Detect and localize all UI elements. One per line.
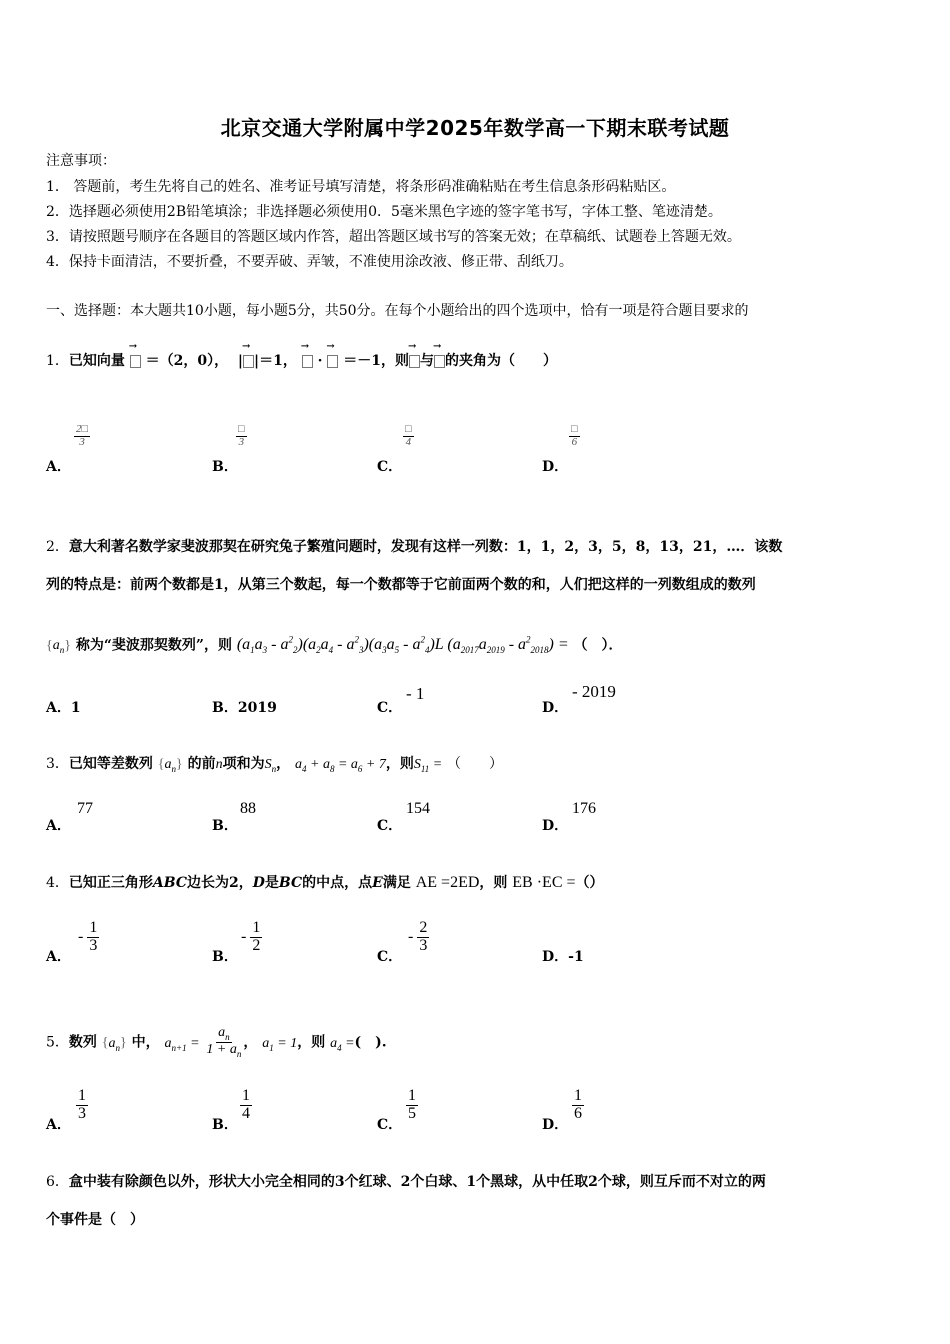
question-2-line1: 2．意大利著名数学家斐波那契在研究兔子繁殖问题时，发现有这样一列数：1，1，2，3，5，8，13，21，…．该数 <box>46 539 783 555</box>
question-2-line3: $\{a_n\}$ 称为“斐波那契数列”，则 $(a_1a_3 - a^2_2)(a_2a_4 - a^2_3)(a_3a_5 - a^2_4)L$ $(a_{2017}a_{2019} - a^2_{2018})$ = （ ）． <box>46 635 623 656</box>
q1-option-d-value: $\frac{□}{6}$ <box>571 423 578 448</box>
q1-option-b-value: $\frac{□}{3}$ <box>238 423 245 448</box>
q4-option-a[interactable]: A． <box>46 949 71 965</box>
question-6-line2: 个事件是（ ） <box>46 1212 144 1228</box>
q2-option-d-value: - 2019 <box>572 682 616 701</box>
q3-option-d[interactable]: D． <box>542 818 569 834</box>
q2-option-c[interactable]: C． <box>377 700 403 716</box>
question-4: 4．已知正三角形ABC边长为2，D是BC的中点，点E满足 AE =2ED，则 EB ·EC =（） <box>46 874 604 891</box>
section-heading: 一、选择题：本大题共10小题，每小题5分，共50分。在每个小题给出的四个选项中，恰有一项是符合题目要求的 <box>46 303 749 319</box>
notice-item: 2．选择题必须使用2B铅笔填涂；非选择题必须使用0．5毫米黑色字迹的签字笔书写，字体工整、笔迹清楚。 <box>46 204 722 220</box>
q4-option-c-value: - $\frac{2}{3}$ <box>408 919 428 954</box>
notice-item: 4．保持卡面清洁，不要折叠，不要弄破、弄皱，不准使用涂改液、修正带、刮纸刀。 <box>46 254 573 270</box>
q2-option-b[interactable]: B．2019 <box>212 700 277 716</box>
q5-option-b[interactable]: B． <box>212 1117 238 1133</box>
q3-option-b[interactable]: B． <box>212 818 238 834</box>
q4-option-b[interactable]: B． <box>212 949 238 965</box>
q2-option-c-value: - 1 <box>406 684 425 703</box>
q1-option-a-value: $\frac{2□}{3}$ <box>76 423 89 448</box>
q3-option-a[interactable]: A． <box>46 818 71 834</box>
q4-option-c[interactable]: C． <box>377 949 403 965</box>
q1-option-b[interactable]: B． <box>212 459 238 475</box>
q4-option-a-value: - $\frac{1}{3}$ <box>78 919 98 954</box>
q1-option-c-value: $\frac{□}{4}$ <box>405 423 412 448</box>
q5-option-b-value: $\frac{1}{4}$ <box>242 1087 250 1122</box>
q5-option-a[interactable]: A． <box>46 1117 71 1133</box>
q1-option-c[interactable]: C． <box>377 459 403 475</box>
q5-option-d[interactable]: D． <box>542 1117 569 1133</box>
question-5: 5．数列 $\{a_n\}$ 中， $a_{n+1}$ = $\frac{a_n}{1 + a_n}$ ， $a_1 = 1$，则 $a_4$ =( ). <box>46 1025 387 1060</box>
question-2-line2: 列的特点是：前两个数都是1，从第三个数起，每一个数都等于它前面两个数的和，人们把这样的一列数组成的数列 <box>46 577 756 593</box>
q4-option-d[interactable]: D．-1 <box>542 949 584 965</box>
question-3: 3．已知等差数列 $\{a_n\}$ 的前n项和为$S_n$， $a_4 + a_8 = a_6 + 7$，则$S_{11}$ = （ ） <box>46 756 504 774</box>
vector-b <box>243 351 254 371</box>
q5-option-c-value: $\frac{1}{5}$ <box>408 1087 416 1122</box>
notice-heading: 注意事项： <box>46 153 116 169</box>
question-6-line1: 6．盒中装有除颜色以外，形状大小完全相同的3个红球、2个白球、1个黑球，从中任取2个球，则互斥而不对立的两 <box>46 1174 766 1190</box>
q1-option-d[interactable]: D． <box>542 459 569 475</box>
q2-option-d[interactable]: D． <box>542 700 569 716</box>
q5-option-c[interactable]: C． <box>377 1117 403 1133</box>
q3-option-d-value: 176 <box>572 800 596 817</box>
notice-item: 1． 答题前，考生先将自己的姓名、准考证号填写清楚，将条形码准确粘贴在考生信息条形码粘贴区。 <box>46 179 676 195</box>
q5-option-a-value: $\frac{1}{3}$ <box>78 1087 86 1122</box>
q3-option-b-value: 88 <box>240 800 256 817</box>
question-1: 1．已知向量 → ＝（2，0）， |→ |＝1， → · → ＝－1，则→ 与→ 的夹角为（ ） <box>46 351 557 371</box>
q3-option-a-value: 77 <box>77 800 93 817</box>
q2-option-a[interactable]: A．1 <box>46 700 81 716</box>
q5-option-d-value: $\frac{1}{6}$ <box>574 1087 582 1122</box>
q4-option-b-value: - $\frac{1}{2}$ <box>241 919 261 954</box>
page-title: 北京交通大学附属中学2025年数学高一下期末联考试题 <box>220 116 730 140</box>
q3-option-c-value: 154 <box>406 800 430 817</box>
q3-option-c[interactable]: C． <box>377 818 403 834</box>
notice-item: 3．请按照题号顺序在各题目的答题区域内作答，超出答题区域书写的答案无效；在草稿纸、试题卷上答题无效。 <box>46 229 741 245</box>
vector-a <box>130 351 141 371</box>
q1-option-a[interactable]: A． <box>46 459 71 475</box>
